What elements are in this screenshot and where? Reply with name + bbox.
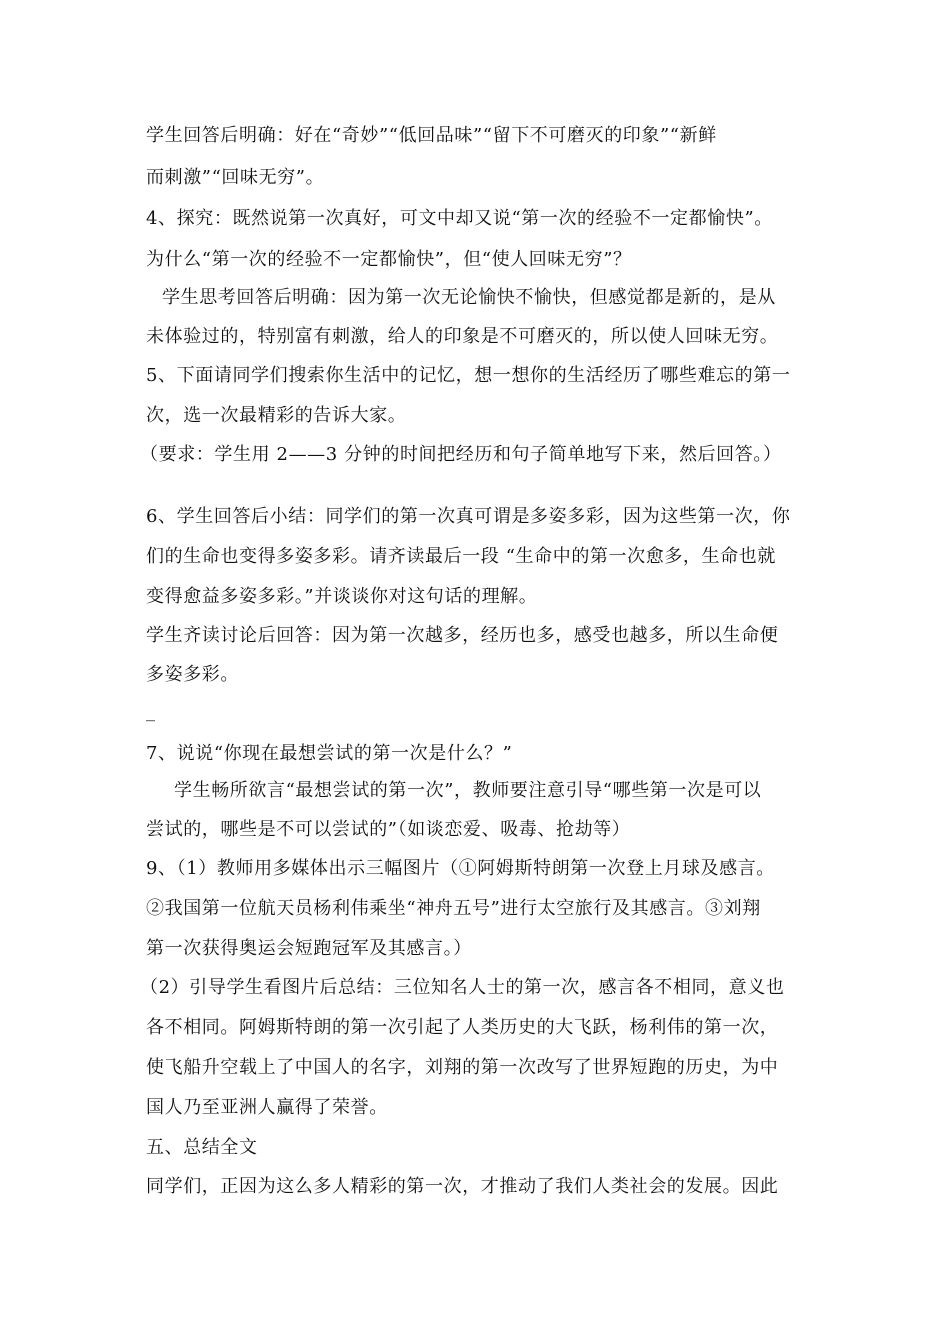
text-line: 为什么“第一次的经验不一定都愉快”，但“使人回味无穷”？ — [146, 249, 632, 270]
text-line: 多姿多彩。 — [146, 664, 239, 685]
section-heading: 五、总结全文 — [146, 1137, 258, 1158]
text-line: 使飞船升空载上了中国人的名字，刘翔的第一次改写了世界短跑的历史，为中 — [146, 1057, 779, 1078]
text-line: 各不相同。阿姆斯特朗的第一次引起了人类历史的大飞跃，杨利伟的第一次， — [146, 1017, 779, 1038]
text-line: 们的生命也变得多姿多彩。请齐读最后一段 “生命中的第一次愈多，生命也就 — [146, 546, 776, 567]
text-line: 同学们，正因为这么多人精彩的第一次，才推动了我们人类社会的发展。因此 — [146, 1176, 779, 1197]
text-line: 5、下面请同学们搜索你生活中的记忆，想一想你的生活经历了哪些难忘的第一 — [146, 365, 791, 386]
text-line: 次，选一次最精彩的告诉大家。 — [146, 405, 407, 426]
text-line: 6、学生回答后小结：同学们的第一次真可谓是多姿多彩，因为这些第一次，你 — [146, 506, 791, 527]
text-line: 9、（1）教师用多媒体出示三幅图片（①阿姆斯特朗第一次登上月球及感言。 — [146, 858, 775, 879]
text-line: 学生思考回答后明确：因为第一次无论愉快不愉快，但感觉都是新的，是从 — [162, 287, 776, 308]
text-line: 学生回答后明确：好在“奇妙”“低回品味”“留下不可磨灭的印象”“新鲜 — [146, 125, 717, 146]
text-line: 尝试的，哪些是不可以尝试的”（如谈恋爱、吸毒、抢劫等） — [146, 819, 631, 840]
text-line: ②我国第一位航天员杨利伟乘坐“神舟五号”进行太空旅行及其感言。③刘翔 — [146, 898, 761, 919]
text-line: 未体验过的，特别富有刺激，给人的印象是不可磨灭的，所以使人回味无穷。 — [146, 326, 779, 347]
text-line: 第一次获得奥运会短跑冠军及其感言。） — [146, 938, 472, 959]
text-line: 而刺激”“回味无穷”。 — [146, 167, 325, 188]
text-line: 学生畅所欲言“最想尝试的第一次”，教师要注意引导“哪些第一次是可以 — [174, 780, 762, 801]
text-line: （2）引导学生看图片后总结：三位知名人士的第一次，感言各不相同，意义也 — [140, 977, 785, 998]
text-line: 学生齐读讨论后回答：因为第一次越多，经历也多，感受也越多，所以生命便 — [146, 625, 779, 646]
stray-mark: _ — [146, 701, 155, 722]
text-line: 国人乃至亚洲人赢得了荣誉。 — [146, 1097, 388, 1118]
text-line: （要求：学生用 2——3 分钟的时间把经历和句子简单地写下来，然后回答。） — [140, 444, 782, 465]
text-line: 7、说说“你现在最想尝试的第一次是什么？” — [146, 743, 513, 764]
text-line: 4、探究：既然说第一次真好，可文中却又说“第一次的经验不一定都愉快”。 — [146, 208, 773, 229]
text-line: 变得愈益多姿多彩。”并谈谈你对这句话的理解。 — [146, 586, 538, 607]
